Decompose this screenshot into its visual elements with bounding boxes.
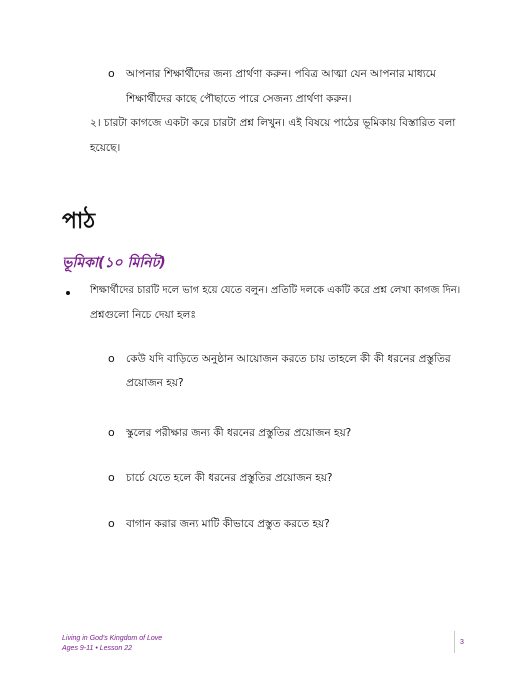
sub-bullet-icon: o [108,517,115,530]
main-bullet-line-2: প্রশ্নগুলো নিচে দেয়া হলঃ [90,309,196,321]
footer-divider [454,631,455,653]
footer-subtitle: Ages 9-11 • Lesson 22 [62,645,133,652]
question-2: স্কুলের পরীক্ষার জন্য কী ধরনের প্রস্তুতির প্রয়োজন হয়? [126,427,352,439]
lesson-heading: পাঠ [62,208,96,234]
bullet-dot-icon [66,291,70,295]
question-3: চার্চে যেতে হলে কী ধরনের প্রস্তুতির প্রয়োজন হয়? [126,472,333,484]
question-4: বাগান করার জন্য মাটি কীভাবে প্রস্তুত করতে হয়? [126,518,330,530]
question-1-line-1: কেউ যদি বাড়িতে অনুষ্ঠান আয়োজন করতে চায় তাহলে কী কী ধরনের প্রস্তুতির [126,353,451,365]
intro-line-2: শিক্ষার্থীদের কাছে পৌছাতে পারে সেজন্য প্রার্থণা করুন। [126,93,352,105]
page-number: 3 [460,639,464,646]
numbered-item-line-2: হয়েছে। [90,142,121,154]
intro-subheading: ভূমিকা(১০ মিনিট) [62,255,166,271]
intro-line-1: আপনার শিক্ষার্থীদের জন্য প্রার্থণা করুন। পবিত্র আত্মা যেন আপনার মাধ্যমে [126,68,436,80]
sub-bullet-icon: o [108,67,115,80]
main-bullet-line-1: শিক্ষার্থীদের চারটি দলে ভাগ হয়ে যেতে বলুন। প্রতিটি দলকে একটি করে প্রশ্ন লেখা কাগজ দিন। [90,285,461,296]
numbered-item-line-1: ২। চারটা কাগজে একটা করে চারটা প্রশ্ন লিখুন। এই বিষয়ে পাঠের ভূমিকায় বিস্তারিত বলা [90,117,456,129]
footer-title: Living in God's Kingdom of Love [62,635,163,642]
sub-bullet-icon: o [108,352,115,365]
sub-bullet-icon: o [108,471,115,484]
sub-bullet-icon: o [108,426,115,439]
question-1-line-2: প্রয়োজন হয়? [126,377,184,389]
